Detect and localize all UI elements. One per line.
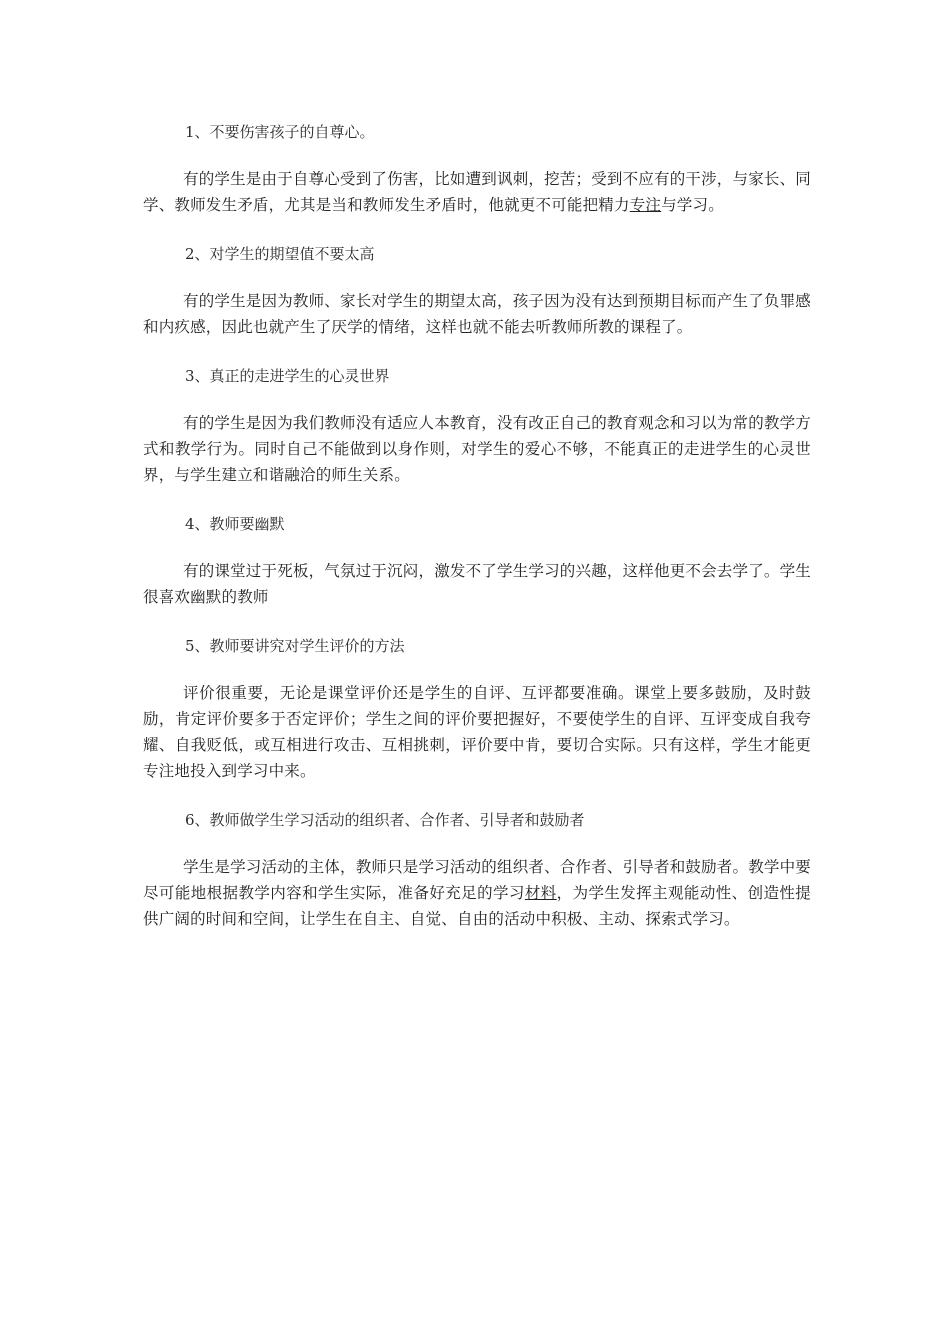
section-paragraph-4: 有的课堂过于死板，气氛过于沉闷，激发不了学生学习的兴趣，这样他更不会去学了。学生很喜欢幽默的教师: [143, 562, 812, 606]
paragraph-text: 学生是学习活动的主体，教师只是学习活动的组织者、合作者、引导者和鼓励者。教学中要尽可能地根据教学内容和学生实际，准备好充足的学习: [143, 858, 812, 902]
link-cailiao[interactable]: 材料: [524, 884, 557, 902]
section-paragraph-6: [143, 854, 811, 932]
link-zhuanzhu[interactable]: 专注: [629, 196, 662, 214]
section-heading-4: 4、教师要幽默: [185, 515, 285, 533]
section-heading-5: 5、教师要讲究对学生评价的方法: [185, 637, 405, 655]
section-paragraph-1: [143, 166, 811, 218]
section-paragraph-3: 有的学生是因为我们教师没有适应人本教育，没有改正自己的教育观念和习以为常的教学方式和教学行为。同时自己不能做到以身作则，对学生的爱心不够，不能真正的走进学生的心灵世界，与学生建立和谐融洽的师生关系。: [143, 414, 812, 484]
section-heading-6: 6、教师做学生学习活动的组织者、合作者、引导者和鼓励者: [185, 811, 585, 829]
paragraph-text: ，为学生发挥主观能动性、创造性提供广阔的时间和空间，让学生在自主、自觉、自由的活动中积极、主动、探索式学习。: [143, 884, 811, 928]
paragraph-text: 与学习。: [661, 196, 724, 214]
section-heading-1: 1、不要伤害孩子的自尊心。: [185, 123, 375, 141]
section-heading-3: 3、真正的走进学生的心灵世界: [185, 367, 390, 385]
paragraph-text: 有的学生是由于自尊心受到了伤害，比如遭到讽刺，挖苦；受到不应有的干涉，与家长、同学、教师发生矛盾，尤其是当和教师发生矛盾时，他就更不可能把精力: [143, 170, 812, 214]
document-page: [143, 120, 811, 932]
section-heading-2: 2、对学生的期望值不要太高: [185, 245, 375, 263]
section-paragraph-2: 有的学生是因为教师、家长对学生的期望太高，孩子因为没有达到预期目标而产生了负罪感和内疚感，因此也就产生了厌学的情绪，这样也就不能去听教师所教的课程了。: [143, 292, 812, 336]
section-paragraph-5: 评价很重要，无论是课堂评价还是学生的自评、互评都要准确。课堂上要多鼓励，及时鼓励，肯定评价要多于否定评价；学生之间的评价要把握好，不要使学生的自评、互评变成自我夸耀、自我贬低，或互相进行攻击、互相挑刺，评价要中肯，要切合实际。只有这样，学生才能更专注地投入到学习中来。: [143, 684, 811, 780]
